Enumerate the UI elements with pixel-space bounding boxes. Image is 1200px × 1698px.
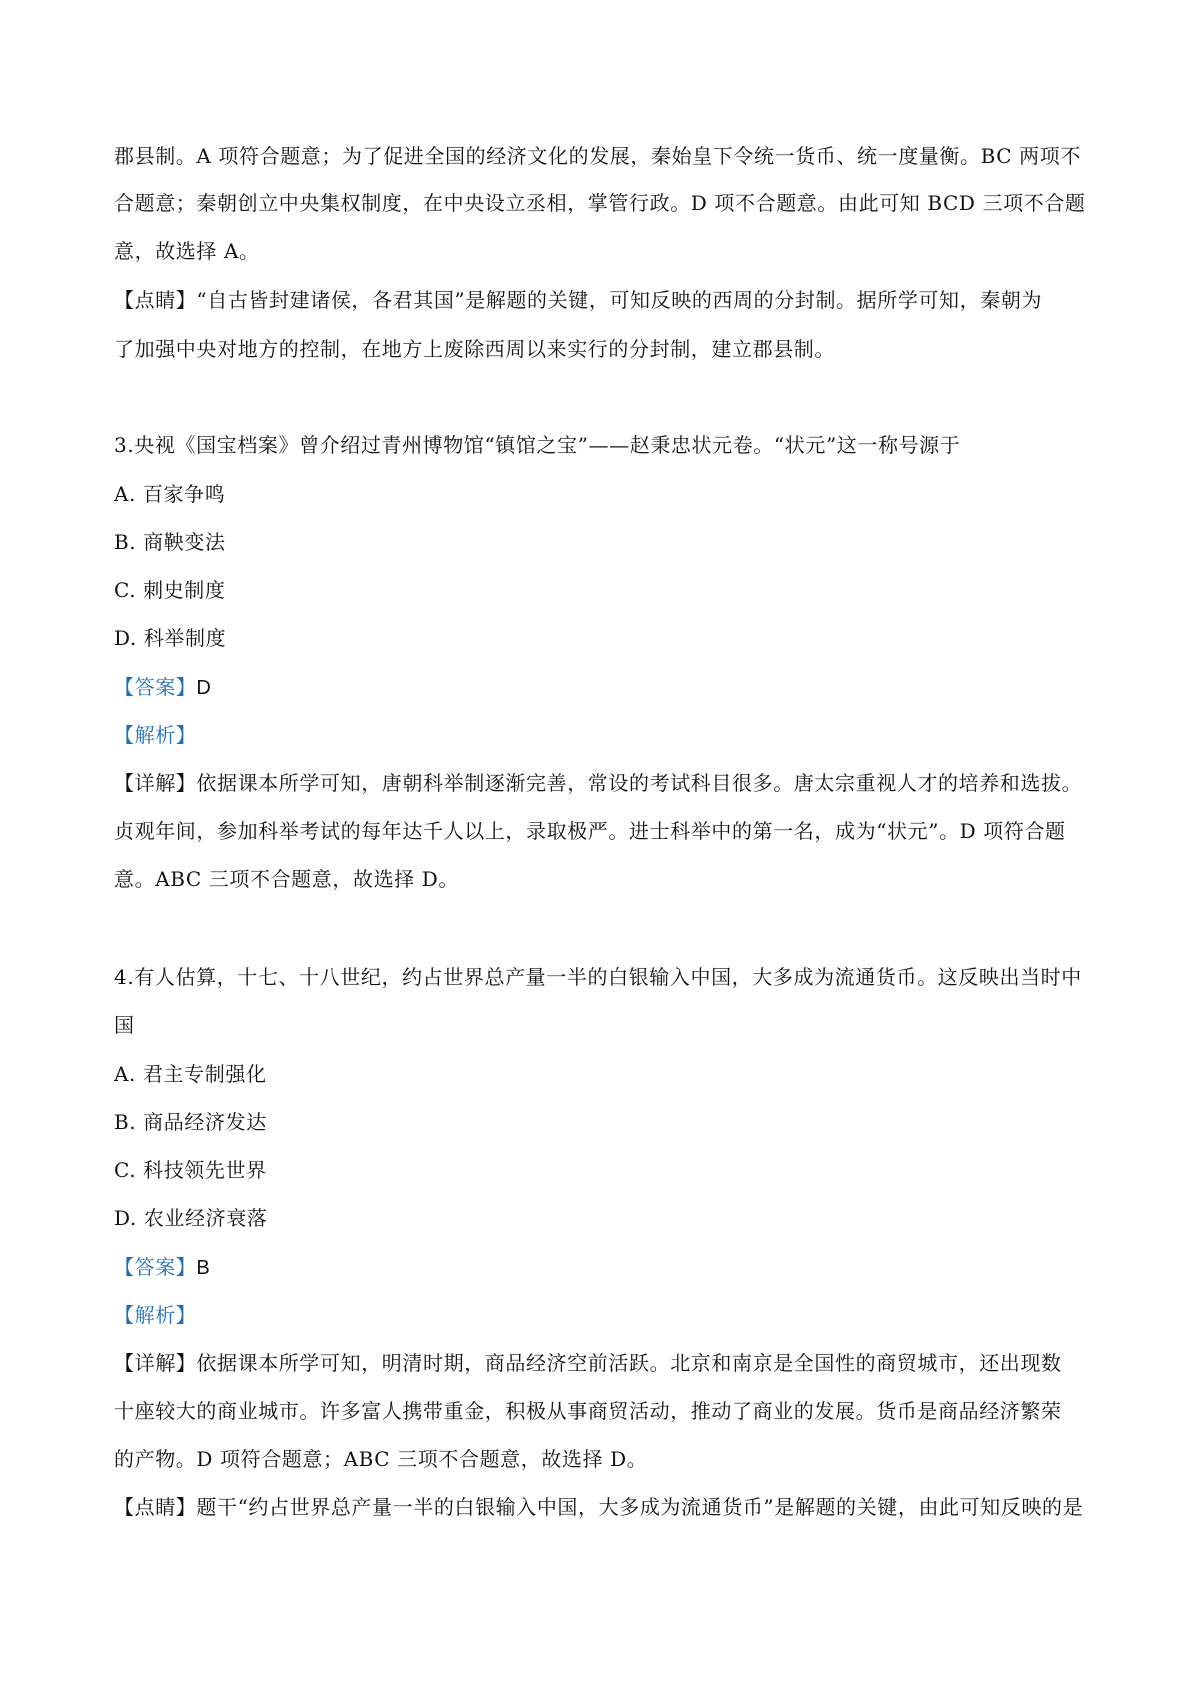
detail-line — [114, 770, 1104, 796]
detail-line — [114, 1350, 1104, 1376]
note-line: 了加强中央对地方的控制，在地方上废除西周以来实行的分封制，建立郡县制。 — [114, 337, 835, 361]
explanation-line: 意，故选择 A。 — [114, 239, 260, 263]
question-stem: 3.央视《国宝档案》曾介绍过青州博物馆“镇馆之宝”——赵秉忠状元卷。“状元”这一称号源于 — [114, 433, 961, 457]
answer-value: B — [196, 1257, 211, 1279]
option-d: D. 科举制度 — [114, 626, 227, 650]
analysis-label: 【解析】 — [114, 723, 197, 747]
explanation-line: 合题意；秦朝创立中央集权制度，在中央设立丞相，掌管行政。D 项不合题意。由此可知 BCD 三项不合题 — [114, 191, 1086, 215]
detail-label: 【详解】 — [114, 1351, 197, 1375]
question-stem: 国 — [114, 1013, 135, 1037]
answer-label: 【答案】 — [114, 1255, 197, 1279]
detail-line: 意。ABC 三项不合题意，故选择 D。 — [114, 867, 459, 891]
answer-label: 【答案】 — [114, 675, 197, 699]
option-c: C. 刺史制度 — [114, 578, 226, 602]
question-stem: 4.有人估算，十七、十八世纪，约占世界总产量一半的白银输入中国，大多成为流通货币。这反映出当时中 — [114, 965, 1082, 989]
option-d: D. 农业经济衰落 — [114, 1206, 268, 1230]
answer-line — [114, 1254, 1104, 1281]
detail-line: 贞观年间，参加科举考试的每年达千人以上，录取极严。进士科举中的第一名，成为“状元”。D 项符合题 — [114, 819, 1066, 843]
detail-label: 【详解】 — [114, 771, 197, 795]
note-line — [114, 1494, 1104, 1520]
option-c: C. 科技领先世界 — [114, 1158, 267, 1182]
detail-text: 依据课本所学可知，明清时期，商品经济空前活跃。北京和南京是全国性的商贸城市，还出现数 — [196, 1351, 1062, 1375]
detail-line: 十座较大的商业城市。许多富人携带重金，积极从事商贸活动，推动了商业的发展。货币是商品经济繁荣 — [114, 1399, 1062, 1423]
note-line — [114, 287, 1104, 313]
option-b: B. 商品经济发达 — [114, 1110, 267, 1134]
analysis-label: 【解析】 — [114, 1303, 197, 1327]
option-a: A. 百家争鸣 — [114, 482, 226, 506]
note-text: “自古皆封建诸侯，各君其国”是解题的关键，可知反映的西周的分封制。据所学可知，秦朝为 — [196, 288, 1043, 312]
detail-line: 的产物。D 项符合题意；ABC 三项不合题意，故选择 D。 — [114, 1447, 648, 1471]
explanation-line: 郡县制。A 项符合题意；为了促进全国的经济文化的发展，秦始皇下令统一货币、统一度量衡。BC 两项不 — [114, 144, 1081, 168]
detail-text: 依据课本所学可知，唐朝科举制逐渐完善，常设的考试科目很多。唐太宗重视人才的培养和选拔。 — [196, 771, 1083, 795]
option-a: A. 君主专制强化 — [114, 1062, 267, 1086]
answer-line — [114, 674, 1104, 701]
note-text: 题干“约占世界总产量一半的白银输入中国，大多成为流通货币”是解题的关键，由此可知反映的是 — [196, 1495, 1084, 1519]
answer-value: D — [196, 677, 212, 699]
option-b: B. 商鞅变法 — [114, 530, 226, 554]
note-label: 【点睛】 — [114, 288, 197, 312]
note-label: 【点睛】 — [114, 1495, 197, 1519]
